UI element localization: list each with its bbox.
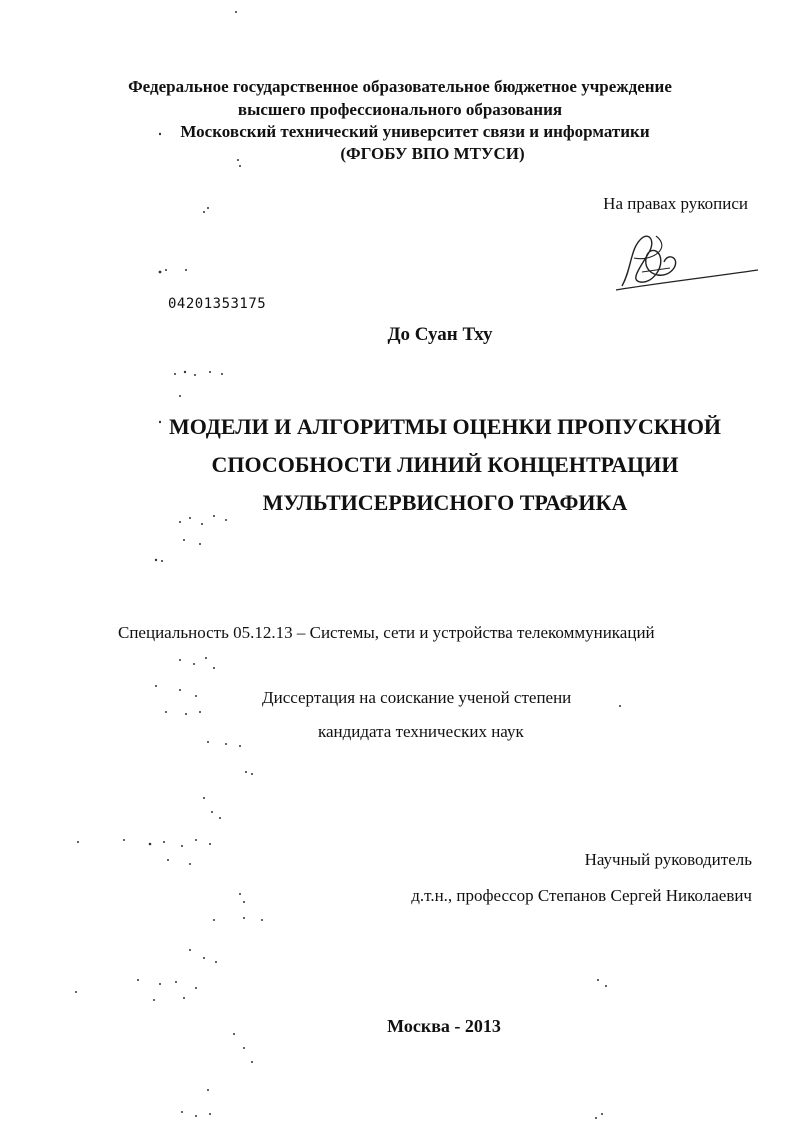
dissertation-type-line-2: кандидата технических наук <box>318 722 524 741</box>
city-year: Москва - 2013 <box>387 1016 501 1036</box>
dissertation-type-line-1: Диссертация на соискание ученой степени <box>262 688 572 707</box>
catalog-number: 04201353175 <box>168 296 267 312</box>
institution-line-2: высшего профессионального образования <box>237 100 563 119</box>
signature-icon <box>612 228 762 296</box>
title-line-2: СПОСОБНОСТИ ЛИНИЙ КОНЦЕНТРАЦИИ <box>211 452 679 477</box>
title-line-3: МУЛЬТИСЕРВИСНОГО ТРАФИКА <box>262 490 628 515</box>
specialty: Специальность 05.12.13 – Системы, сети и устройства телекоммуникаций <box>118 623 655 642</box>
supervisor-name: д.т.н., профессор Степанов Сергей Николаевич <box>411 886 752 905</box>
institution-line-1: Федеральное государственное образовательное бюджетное учреждение <box>128 77 672 96</box>
dissertation-title <box>30 408 800 522</box>
institution-line-4: (ФГОБУ ВПО МТУСИ) <box>340 144 525 163</box>
institution-line-3: Московский технический университет связи и информатики <box>180 122 650 141</box>
author-name: До Суан Тху <box>387 324 493 345</box>
rights-note: На правах рукописи <box>603 194 748 213</box>
title-line-1: МОДЕЛИ И АЛГОРИТМЫ ОЦЕНКИ ПРОПУСКНОЙ <box>168 414 722 439</box>
supervisor-label: Научный руководитель <box>584 850 752 869</box>
